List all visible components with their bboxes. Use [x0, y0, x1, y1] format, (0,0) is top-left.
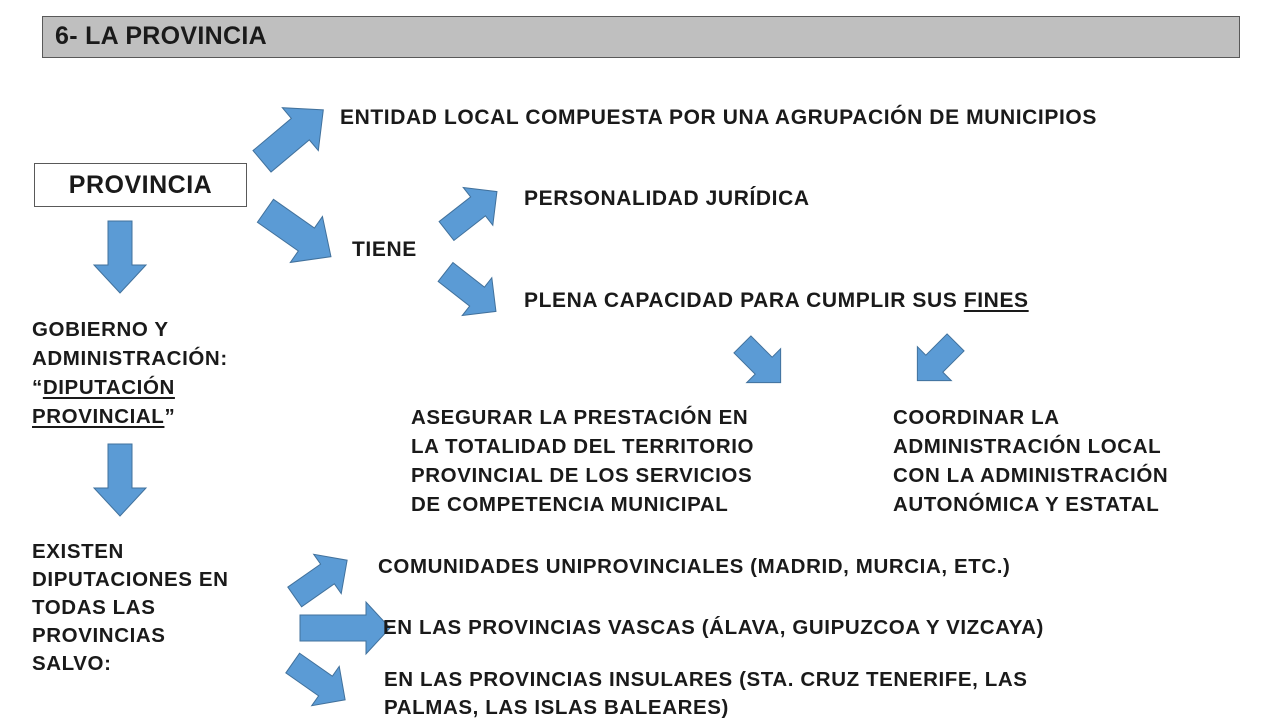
arrow-to-gobierno	[94, 221, 146, 293]
gobierno-line: GOBIERNO Y	[32, 318, 169, 341]
capacidad-prefix: PLENA CAPACIDAD PARA CUMPLIR SUS	[524, 289, 964, 312]
asegurar-line: LA TOTALIDAD DEL TERRITORIO	[411, 435, 755, 458]
arrow-to-uniprovinciales	[281, 541, 361, 617]
existen-text	[32, 538, 292, 678]
arrow-to-capacidad	[431, 253, 511, 330]
existen-line: SALVO:	[32, 652, 112, 675]
coordinar-text	[893, 403, 1263, 519]
coordinar-line: COORDINAR LA	[893, 406, 1060, 429]
uniprovinciales-text: COMUNIDADES UNIPROVINCIALES (MADRID, MURCIA, ETC.)	[378, 555, 1011, 578]
arrow-to-asegurar	[725, 327, 797, 399]
vascas-text: EN LAS PROVINCIAS VASCAS (ÁLAVA, GUIPUZCOA Y VIZCAYA)	[383, 616, 1044, 639]
fines-word: FINES	[963, 289, 1029, 312]
asegurar-line: PROVINCIAL DE LOS SERVICIOS	[411, 464, 753, 487]
arrow-to-personalidad	[432, 173, 512, 250]
gobierno-line	[32, 373, 292, 402]
tiene-label: TIENE	[352, 238, 417, 261]
existen-line: TODAS LAS	[32, 596, 156, 619]
page-title: 6- LA PROVINCIA	[55, 22, 267, 50]
existen-line: DIPUTACIONES EN	[32, 568, 229, 591]
close-quote: ”	[164, 405, 176, 428]
insulares-line: EN LAS PROVINCIAS INSULARES (STA. CRUZ TENERIFE, LAS	[384, 668, 1028, 691]
diputacion-word: DIPUTACIÓN	[42, 376, 175, 399]
gobierno-text	[32, 315, 292, 431]
arrow-to-vascas	[300, 602, 390, 654]
coordinar-line: AUTONÓMICA Y ESTATAL	[893, 493, 1160, 516]
provincia-box: PROVINCIA	[34, 163, 247, 207]
asegurar-text	[411, 403, 861, 519]
existen-line: EXISTEN	[32, 540, 124, 563]
personalidad-text: PERSONALIDAD JURÍDICA	[524, 187, 810, 210]
arrow-to-existen	[94, 444, 146, 516]
coordinar-line: ADMINISTRACIÓN LOCAL	[893, 435, 1162, 458]
gobierno-line: ADMINISTRACIÓN:	[32, 347, 228, 370]
capacidad-text	[524, 289, 1029, 313]
coordinar-line: CON LA ADMINISTRACIÓN	[893, 464, 1169, 487]
arrow-to-tiene	[249, 188, 347, 280]
existen-line: PROVINCIAS	[32, 624, 166, 647]
insulares-line: PALMAS, LAS ISLAS BALEARES)	[384, 696, 729, 719]
asegurar-line: DE COMPETENCIA MUNICIPAL	[411, 493, 729, 516]
arrow-to-definition	[244, 88, 341, 182]
definition-text: ENTIDAD LOCAL COMPUESTA POR UNA AGRUPACIÓN DE MUNICIPIOS	[340, 106, 1097, 129]
arrow-to-coordinar	[900, 325, 972, 397]
open-quote: “	[32, 376, 43, 399]
gobierno-line	[32, 402, 292, 431]
insulares-text	[384, 666, 1264, 722]
provincial-word: PROVINCIAL	[32, 405, 165, 428]
asegurar-line: ASEGURAR LA PRESTACIÓN EN	[411, 406, 749, 429]
